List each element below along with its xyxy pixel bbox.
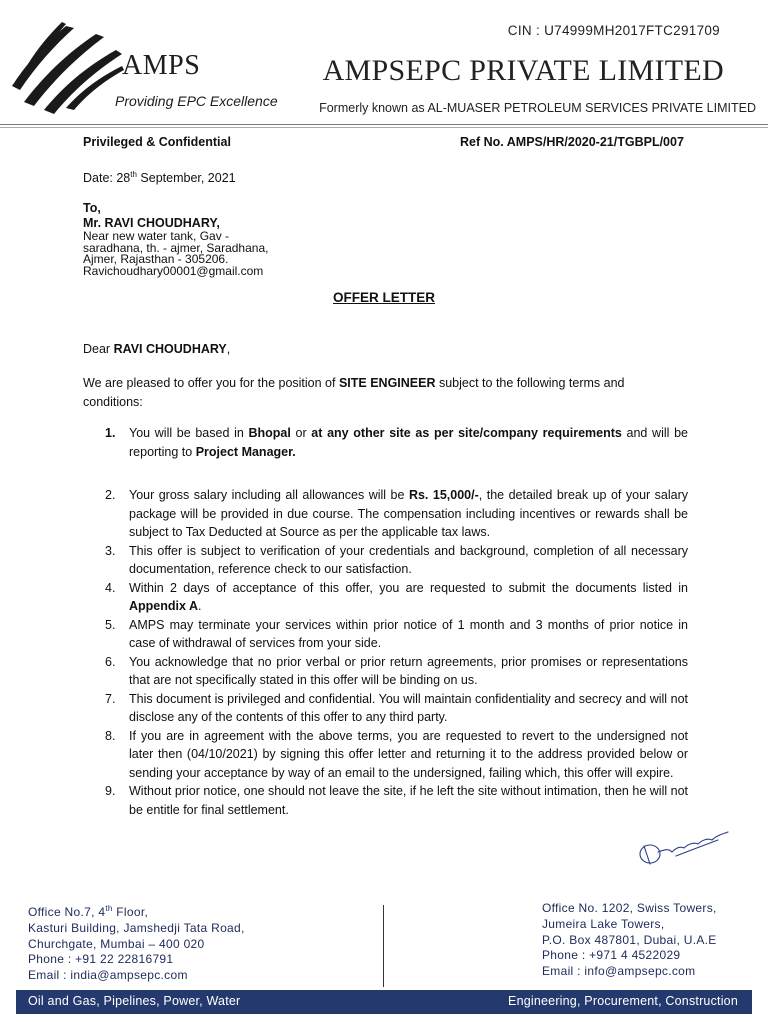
recipient-name: Mr. RAVI CHOUDHARY, xyxy=(83,216,220,230)
office-line xyxy=(28,901,245,921)
term-text: Your gross salary including all allowances will be xyxy=(129,488,409,502)
term-text: Without prior notice, one should not leave the site, if he left the site without intimation, then he will not be entitle for final settlement. xyxy=(129,784,688,817)
salutation-suffix: , xyxy=(226,342,231,356)
footer-divider xyxy=(383,905,384,987)
office-email: Email : info@ampsepc.com xyxy=(542,964,696,979)
header-divider xyxy=(0,124,768,128)
term-item xyxy=(83,486,688,542)
logo-tagline: Providing EPC Excellence xyxy=(115,93,278,109)
company-name: AMPSEPC PRIVATE LIMITED xyxy=(322,54,724,87)
intro-text: We are pleased to offer you for the position of xyxy=(83,376,339,390)
signature-image xyxy=(636,826,736,868)
letter-date xyxy=(83,167,236,186)
office-line: Jumeira Lake Towers, xyxy=(542,916,665,931)
term-emphasis: Appendix A xyxy=(129,599,198,613)
term-text: You will be based in xyxy=(129,426,249,440)
term-number: 2. xyxy=(105,488,116,502)
term-emphasis: at any other site as per site/company requirements xyxy=(311,426,622,440)
address-line: saradhana, th. - ajmer, Saradhana, xyxy=(83,240,269,255)
term-emphasis: Bhopal xyxy=(248,426,291,440)
office-line: P.O. Box 487801, Dubai, U.A.E xyxy=(542,932,717,947)
term-number: 7. xyxy=(105,691,116,706)
term-text: Within 2 days of acceptance of this offer, you are requested to submit the documents listed in xyxy=(129,580,688,595)
terms-list xyxy=(83,424,688,819)
term-item xyxy=(83,542,688,579)
term-item xyxy=(83,424,688,462)
position-title: SITE ENGINEER xyxy=(338,376,436,390)
term-number: 8. xyxy=(105,728,116,743)
term-number: 3. xyxy=(105,543,116,558)
footer-services: Engineering, Procurement, Construction xyxy=(508,994,738,1008)
office-email: Email : india@ampsepc.com xyxy=(28,968,188,983)
office-line-prefix: Office No.7, 4 xyxy=(28,905,106,919)
term-emphasis: Rs. 15,000/- xyxy=(408,488,479,502)
term-number: 9. xyxy=(105,784,116,798)
term-item xyxy=(83,782,688,819)
term-text: This offer is subject to verification of your credentials and background, completion of all necessary documentation, reference check to our satisfaction. xyxy=(129,543,688,576)
term-item xyxy=(83,653,688,690)
date-suffix: September, 2021 xyxy=(136,171,236,186)
date-prefix: Date: 28 xyxy=(83,171,131,186)
term-text: You acknowledge that no prior verbal or prior return agreements, prior promises or representations that are not specifically stated in this offer will be binding on us. xyxy=(129,654,688,687)
term-item xyxy=(83,579,688,616)
term-text: . xyxy=(197,599,202,613)
term-text: This document is privileged and confidential. You will maintain confidentiality and secrecy and will not disclose any of the contents of this offer to any third party. xyxy=(129,691,688,724)
logo-brand-text: AMPS xyxy=(122,50,201,81)
office-phone: Phone : +971 4 4522029 xyxy=(542,948,681,963)
address-line: Near new water tank, Gav - xyxy=(83,229,230,243)
reference-number: Ref No. AMPS/HR/2020-21/TGBPL/007 xyxy=(460,135,684,149)
recipient-email: Ravichoudhary00001@gmail.com xyxy=(83,263,264,278)
handwritten-signature-icon xyxy=(636,826,736,868)
cin-number: CIN : U74999MH2017FTC291709 xyxy=(507,23,720,38)
term-number: 5. xyxy=(105,617,116,632)
office-line-suffix: Floor, xyxy=(112,905,149,919)
intro-paragraph xyxy=(83,374,643,412)
salutation-name: RAVI CHOUDHARY xyxy=(113,342,227,356)
term-emphasis: Project Manager. xyxy=(195,445,296,459)
intro-text: subject to the following terms and conditions: xyxy=(83,376,625,409)
term-item xyxy=(83,690,688,727)
term-text: , the detailed break up of your salary package will be provided in due course. The compensation including incentives or rewards shall be subject to Tax Deducted at Source as per the applicable tax laws. xyxy=(129,488,689,539)
term-number: 4. xyxy=(105,580,116,595)
term-text: and will be reporting to xyxy=(129,426,688,459)
salutation-prefix: Dear xyxy=(83,342,114,356)
mumbai-office-address xyxy=(28,901,245,984)
term-number: 6. xyxy=(105,654,116,669)
salutation xyxy=(83,342,230,357)
term-text: If you are in agreement with the above terms, you are requested to revert to the undersigned not later then (04/10/2021) by signing this offer letter and returning it to the address provided below or sending your acceptance by way of an email to the undersigned, failing which, this offer will expire. xyxy=(129,728,688,780)
term-text: AMPS may terminate your services within prior notice of 1 month and 3 months of prior notice in case of withdrawal of services from your side. xyxy=(129,617,688,650)
recipient-address xyxy=(83,231,268,277)
to-label: To, xyxy=(83,201,101,215)
term-text: or xyxy=(290,426,312,440)
dubai-office-address xyxy=(542,901,717,980)
office-phone: Phone : +91 22 22816791 xyxy=(28,952,174,967)
footer-sectors: Oil and Gas, Pipelines, Power, Water xyxy=(28,994,241,1008)
term-number: 1. xyxy=(105,426,116,440)
address-line: Ajmer, Rajasthan - 305206. xyxy=(83,252,229,267)
term-item xyxy=(83,727,688,783)
privileged-label: Privileged & Confidential xyxy=(83,135,231,149)
office-line: Office No. 1202, Swiss Towers, xyxy=(542,901,717,915)
date-superscript: th xyxy=(130,170,137,179)
office-line: Kasturi Building, Jamshedji Tata Road, xyxy=(28,920,245,935)
term-item xyxy=(83,616,688,653)
former-company-name: Formerly known as AL-MUASER PETROLEUM SERVICES PRIVATE LIMITED xyxy=(319,101,756,115)
office-line-superscript: th xyxy=(105,904,113,913)
document-title: OFFER LETTER xyxy=(333,290,435,305)
office-line: Churchgate, Mumbai – 400 020 xyxy=(28,936,205,951)
